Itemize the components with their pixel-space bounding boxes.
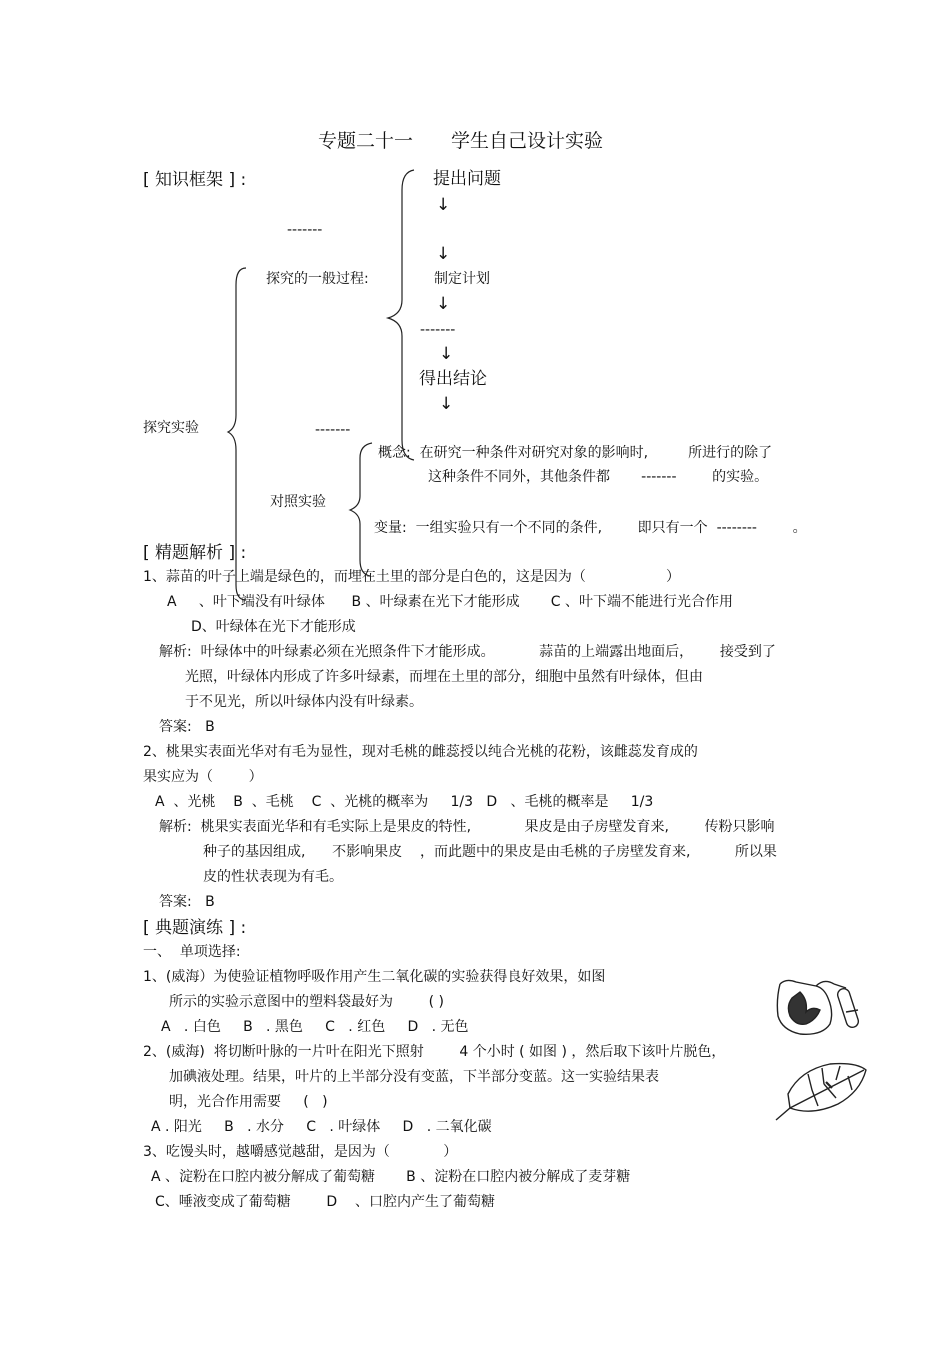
analysis-header: [ 精题解析 ] :	[143, 543, 247, 563]
step-arrow-1: ↓	[436, 195, 451, 215]
variable-line: 变量: 一组实验只有一个不同的条件, 即只有一个 -------- 。	[374, 520, 807, 536]
step-make-plan: 制定计划	[434, 271, 490, 287]
step-arrow-3: ↓	[436, 294, 451, 314]
analysis-line: 解析: 桃果实表面光华和有毛实际上是果皮的特性, 果皮是由子房壁发育来, 传粉只影响	[159, 819, 775, 835]
analysis-line: 果实应为（ ）	[143, 769, 263, 785]
practice-line: A 、淀粉在口腔内被分解成了葡萄糖 B 、淀粉在口腔内被分解成了麦芽糖	[151, 1169, 631, 1185]
practice-line: 加碘液处理。结果，叶片的上半部分没有变蓝，下半部分变蓝。这一实验结果表	[169, 1069, 659, 1085]
practice-line: 明，光合作用需要 ( )	[169, 1094, 328, 1110]
control-experiment-label: 对照实验	[270, 494, 326, 510]
practice-line: 2、(威海) 将切断叶脉的一片叶在阳光下照射 4 个小时 ( 如图 ) ，然后取下该叶片脱色，	[143, 1044, 726, 1060]
step-ask-question: 提出问题	[433, 169, 501, 189]
framework-blank-top: -------	[287, 222, 323, 238]
practice-line: 所示的实验示意图中的塑料袋最好为 ( )	[169, 994, 444, 1010]
analysis-line: 1、蒜苗的叶子上端是绿色的，而埋在土里的部分是白色的，这是因为（ ）	[143, 569, 681, 585]
framework-blank-mid: -------	[315, 422, 351, 438]
analysis-line: A 、叶下端没有叶绿体 B 、叶绿素在光下才能形成 C 、叶下端不能进行光合作用	[167, 594, 733, 610]
analysis-line: 光照，叶绿体内形成了许多叶绿素，而埋在土里的部分，细胞中虽然有叶绿体，但由	[185, 669, 703, 685]
concept-line-2: 这种条件不同外，其他条件都 ------- 的实验。	[428, 469, 769, 485]
analysis-line: A 、光桃 B 、毛桃 C 、光桃的概率为 1/3 D 、毛桃的概率是 1/3	[155, 794, 654, 810]
analysis-line: 2、桃果实表面光华对有毛为显性，现对毛桃的雌蕊授以纯合光桃的花粉，该雌蕊发育成的	[143, 744, 698, 760]
step-arrow-5: ↓	[439, 394, 454, 414]
practice-line: A . 白色 B . 黑色 C . 红色 D . 无色	[161, 1019, 469, 1035]
step-blank: -------	[420, 322, 456, 338]
framework-header: [ 知识框架 ] :	[143, 170, 247, 190]
analysis-line: 种子的基因组成, 不影响果皮 ，而此题中的果皮是由毛桃的子房壁发育来, 所以果	[203, 844, 777, 860]
step-arrow-4: ↓	[439, 344, 454, 364]
analysis-line: 解析: 叶绿体中的叶绿素必须在光照条件下才能形成。 蒜苗的上端露出地面后， 接受到了	[159, 644, 776, 660]
page-title: 专题二十一 学生自己设计实验	[318, 130, 604, 152]
analysis-line: 皮的性状表现为有毛。	[203, 869, 343, 885]
practice-line: A . 阳光 B . 水分 C . 叶绿体 D . 二氧化碳	[151, 1119, 492, 1135]
analysis-line: 答案: B	[159, 719, 215, 735]
analysis-line: 于不见光，所以叶绿体内没有叶绿素。	[185, 694, 423, 710]
practice-header: [ 典题演练 ] :	[143, 918, 247, 938]
step-draw-conclusion: 得出结论	[419, 369, 487, 389]
practice-line: C、唾液变成了葡萄糖 D 、口腔内产生了葡萄糖	[155, 1194, 495, 1210]
concept-line-1: 概念: 在研究一种条件对研究对象的影响时, 所进行的除了	[378, 445, 773, 461]
practice-line: 1、(威海）为使验证植物呼吸作用产生二氧化碳的实验获得良好效果，如图	[143, 969, 606, 985]
step-arrow-2: ↓	[436, 244, 451, 264]
analysis-line: 答案: B	[159, 894, 215, 910]
practice-line: 一、 单项选择:	[143, 944, 241, 960]
practice-line: 3、吃馒头时，越嚼感觉越甜，是因为（ ）	[143, 1144, 458, 1160]
analysis-line: D、叶绿体在光下才能形成	[191, 619, 356, 635]
process-label: 探究的一般过程:	[266, 271, 369, 287]
framework-root-label: 探究实验	[143, 420, 199, 436]
